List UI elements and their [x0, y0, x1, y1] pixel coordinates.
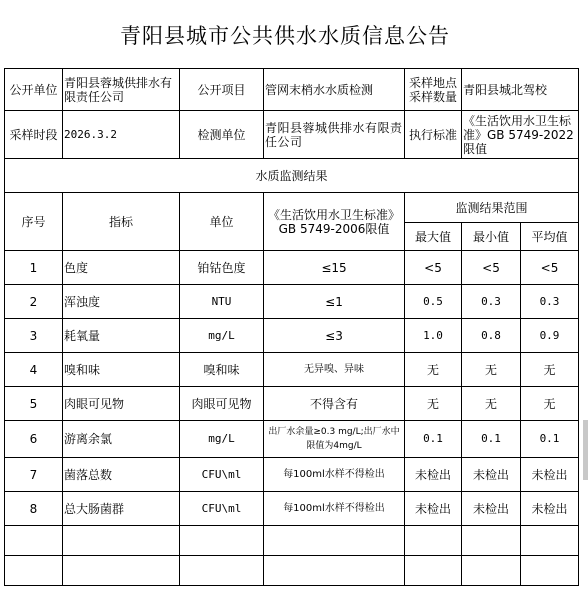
row-index[interactable]: 色度 — [63, 251, 180, 285]
header-unit: 单位 — [180, 193, 264, 251]
row-avg[interactable]: <5 — [521, 251, 579, 285]
info-row-1 — [5, 69, 579, 111]
table-row — [5, 353, 579, 387]
row-min[interactable]: 未检出 — [462, 492, 521, 526]
row-min[interactable]: <5 — [462, 251, 521, 285]
page-title: 青阳县城市公共供水水质信息公告 — [120, 24, 450, 48]
row-limit[interactable]: ≤15 — [264, 251, 405, 285]
row-unit[interactable]: 肉眼可见物 — [180, 387, 264, 421]
std-value[interactable]: 《生活饮用水卫生标准》GB 5749-2022限值 — [462, 111, 579, 159]
row-avg[interactable]: 无 — [521, 353, 579, 387]
row-index[interactable]: 肉眼可见物 — [63, 387, 180, 421]
time-label: 采样时段 — [5, 111, 63, 159]
row-unit[interactable]: CFU\ml — [180, 492, 264, 526]
empty-row — [5, 556, 579, 586]
unit-label: 公开单位 — [5, 69, 63, 111]
empty-cell[interactable] — [5, 526, 63, 556]
row-limit[interactable]: 不得含有 — [264, 387, 405, 421]
site-value[interactable]: 青阳县城北驾校 — [462, 69, 579, 111]
row-index[interactable]: 耗氧量 — [63, 319, 180, 353]
row-avg[interactable]: 未检出 — [521, 458, 579, 492]
row-index[interactable]: 总大肠菌群 — [63, 492, 180, 526]
row-min[interactable]: 未检出 — [462, 458, 521, 492]
row-limit[interactable]: 每100ml水样不得检出 — [264, 492, 405, 526]
row-unit[interactable]: 铂钴色度 — [180, 251, 264, 285]
unit-value[interactable]: 青阳县蓉城供排水有限责任公司 — [63, 69, 180, 111]
header-min: 最小值 — [462, 223, 521, 251]
row-avg[interactable]: 0.9 — [521, 319, 579, 353]
row-seq[interactable]: 3 — [5, 319, 63, 353]
row-min[interactable]: 0.3 — [462, 285, 521, 319]
row-min[interactable]: 无 — [462, 353, 521, 387]
row-unit[interactable]: CFU\ml — [180, 458, 264, 492]
header-avg: 平均值 — [521, 223, 579, 251]
row-seq[interactable]: 1 — [5, 251, 63, 285]
info-row-2 — [5, 111, 579, 159]
table-row — [5, 387, 579, 421]
row-seq[interactable]: 6 — [5, 421, 63, 458]
row-limit[interactable]: 每100ml水样不得检出 — [264, 458, 405, 492]
row-limit[interactable]: ≤3 — [264, 319, 405, 353]
row-index[interactable]: 浑浊度 — [63, 285, 180, 319]
row-unit[interactable]: mg/L — [180, 319, 264, 353]
item-value[interactable]: 管网末梢水水质检测 — [264, 69, 405, 111]
row-min[interactable]: 0.8 — [462, 319, 521, 353]
section-row — [5, 159, 579, 193]
empty-cell[interactable] — [264, 526, 405, 556]
empty-cell[interactable] — [180, 556, 264, 586]
header-max: 最大值 — [405, 223, 462, 251]
row-index[interactable]: 菌落总数 — [63, 458, 180, 492]
row-avg[interactable]: 无 — [521, 387, 579, 421]
empty-cell[interactable] — [63, 526, 180, 556]
empty-cell[interactable] — [63, 556, 180, 586]
empty-cell[interactable] — [462, 526, 521, 556]
row-max[interactable]: 1.0 — [405, 319, 462, 353]
row-avg[interactable]: 0.1 — [521, 421, 579, 458]
empty-cell[interactable] — [5, 556, 63, 586]
row-max[interactable]: 无 — [405, 353, 462, 387]
section-title: 水质监测结果 — [5, 159, 579, 193]
row-seq[interactable]: 8 — [5, 492, 63, 526]
dept-label: 检测单位 — [180, 111, 264, 159]
row-index[interactable]: 嗅和味 — [63, 353, 180, 387]
row-seq[interactable]: 2 — [5, 285, 63, 319]
empty-cell[interactable] — [521, 526, 579, 556]
row-unit[interactable]: 嗅和味 — [180, 353, 264, 387]
item-label: 公开项目 — [180, 69, 264, 111]
row-index[interactable]: 游离余氯 — [63, 421, 180, 458]
header-row-1 — [5, 193, 579, 223]
table-row — [5, 285, 579, 319]
row-max[interactable]: 无 — [405, 387, 462, 421]
std-label: 执行标准 — [405, 111, 462, 159]
water-quality-table — [4, 68, 579, 586]
empty-cell[interactable] — [264, 556, 405, 586]
site-label: 采样地点采样数量 — [405, 69, 462, 111]
empty-cell[interactable] — [462, 556, 521, 586]
row-seq[interactable]: 5 — [5, 387, 63, 421]
row-limit[interactable]: 出厂水余量≥0.3 mg/L;出厂水中限值为4mg/L — [264, 421, 405, 458]
table-row — [5, 319, 579, 353]
header-seq: 序号 — [5, 193, 63, 251]
row-min[interactable]: 0.1 — [462, 421, 521, 458]
row-max[interactable]: 0.1 — [405, 421, 462, 458]
row-avg[interactable]: 未检出 — [521, 492, 579, 526]
row-unit[interactable]: mg/L — [180, 421, 264, 458]
header-range: 监测结果范围 — [405, 193, 579, 223]
row-min[interactable]: 无 — [462, 387, 521, 421]
table-row — [5, 492, 579, 526]
table-row — [5, 421, 579, 458]
row-max[interactable]: <5 — [405, 251, 462, 285]
table-row — [5, 458, 579, 492]
empty-cell[interactable] — [405, 526, 462, 556]
empty-cell[interactable] — [521, 556, 579, 586]
empty-row — [5, 526, 579, 556]
row-max[interactable]: 未检出 — [405, 492, 462, 526]
row-max[interactable]: 未检出 — [405, 458, 462, 492]
row-limit[interactable]: ≤1 — [264, 285, 405, 319]
header-index: 指标 — [63, 193, 180, 251]
row-seq[interactable]: 7 — [5, 458, 63, 492]
header-limit: 《生活饮用水卫生标准》GB 5749-2006限值 — [264, 193, 405, 251]
row-avg[interactable]: 0.3 — [521, 285, 579, 319]
row-max[interactable]: 0.5 — [405, 285, 462, 319]
row-seq[interactable]: 4 — [5, 353, 63, 387]
table-row — [5, 251, 579, 285]
empty-cell[interactable] — [180, 526, 264, 556]
empty-cell[interactable] — [405, 556, 462, 586]
row-unit[interactable]: NTU — [180, 285, 264, 319]
row-limit[interactable]: 无异嗅、异味 — [264, 353, 405, 387]
vertical-scrollbar[interactable] — [583, 420, 588, 480]
dept-value[interactable]: 青阳县蓉城供排水有限责任公司 — [264, 111, 405, 159]
time-value[interactable]: 2026.3.2 — [63, 111, 180, 159]
